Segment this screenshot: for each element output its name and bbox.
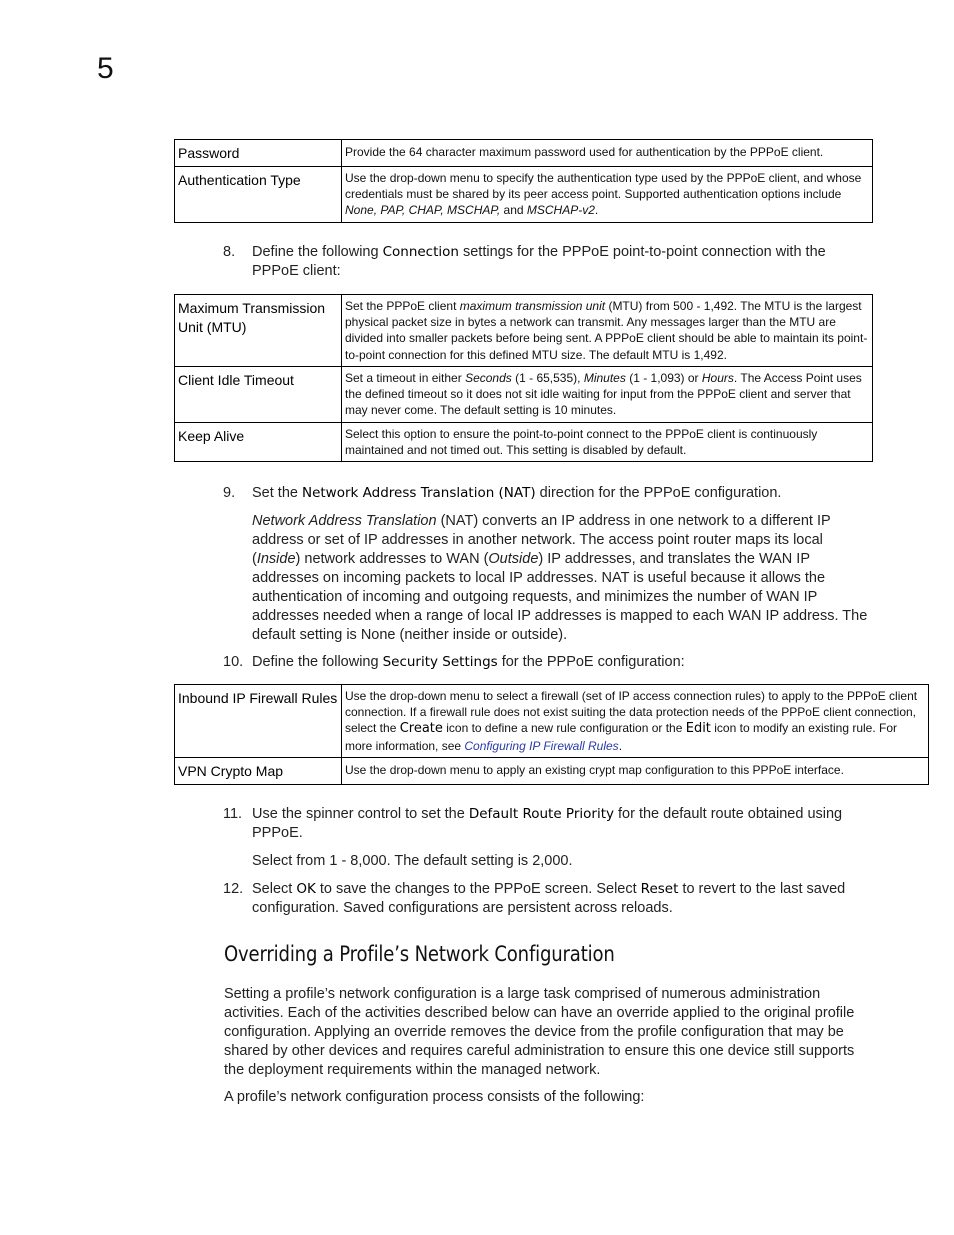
table-row [175, 422, 873, 461]
ui-term-connection: Connection [382, 244, 459, 260]
table-term: Inbound IP Firewall Rules [175, 685, 342, 758]
section-paragraph-1: Setting a profile’s network configuration is a large task comprised of numerous administration activities. Each of the activities described below can have an override applied to the original profile configuration. Applying an override removes the device from the profile configuration that may be shared by other devices and requires careful administration to ensure this one device still supports the deployment requirements within the managed network. [224, 986, 855, 1078]
ui-term-security-settings: Security Settings [382, 654, 498, 670]
section-paragraph-2: A profile’s network configuration process consists of the following: [224, 1089, 645, 1105]
nat-description: Network Address Translation (NAT) converts an IP address in one network to a different IP address or set of IP addresses in another network. The access point router maps its local (Inside) network addresses to WAN (Outside) IP addresses, and translates the WAN IP addresses on incoming packets to local IP addresses. NAT is useful because it allows the authentication of incoming and outgoing requests, and minimizes the number of WAN IP addresses needed when a range of local IP addresses is mapped to each WAN IP address. The default setting is None (neither inside or outside). [252, 513, 868, 643]
step-text: Use the spinner control to set the Default Route Priority for the default route obtained using PPPoE. [252, 806, 843, 841]
section-heading: Overriding a Profile’s Network Configuration [224, 942, 615, 966]
ui-term-default-route-priority: Default Route Priority [468, 806, 614, 822]
step-number: 11. [223, 806, 243, 822]
table-term: Keep Alive [175, 422, 342, 461]
table-term: VPN Crypto Map [175, 757, 342, 784]
table-desc: Use the drop-down menu to select a firewall (set of IP access connection rules) to apply to the PPPoE client connection. If a firewall rule does not exist suiting the data protection needs of the PPPoE client connection, select the Create icon to define a new rule configuration or the Edit icon to modify an existing rule. For more information, see Configuring IP Firewall Rules. [342, 685, 929, 758]
pppoe-connection-table [174, 294, 873, 462]
table-row [175, 685, 929, 758]
ui-term-edit: Edit [685, 721, 711, 737]
table-term: Client Idle Timeout [175, 367, 342, 423]
step-number: 12. [223, 881, 244, 897]
configuring-ip-firewall-rules-link[interactable]: Configuring IP Firewall Rules [464, 738, 619, 753]
ui-term-create: Create [399, 721, 443, 737]
step-number: 10. [223, 654, 244, 670]
table-term: Authentication Type [175, 167, 342, 223]
step-text: Define the following Connection settings for the PPPoE point-to-point connection with the PPPoE client: [252, 244, 826, 279]
table-desc: Use the drop-down menu to apply an existing crypt map configuration to this PPPoE interface. [342, 757, 929, 784]
table-row [175, 140, 873, 167]
ui-term-nat: Network Address Translation (NAT) [301, 485, 536, 501]
step-text: Define the following Security Settings for the PPPoE configuration: [252, 654, 685, 670]
table-desc: Use the drop-down menu to specify the authentication type used by the PPPoE client, and whose credentials must be shared by its peer access point. Supported authentication options include None, PAP, CHAP, MSCHAP, and MSCHAP-v2. [342, 167, 873, 223]
table-term: Maximum Transmission Unit (MTU) [175, 295, 342, 367]
table-term: Password [175, 140, 342, 167]
table-row [175, 367, 873, 423]
chapter-number: 5 [97, 52, 114, 85]
step-number: 9. [223, 485, 236, 501]
step-text: Set the Network Address Translation (NAT) direction for the PPPoE configuration. [252, 485, 782, 501]
table-desc: Set the PPPoE client maximum transmission unit (MTU) from 500 - 1,492. The MTU is the largest physical packet size in bytes a network can transmit. Any messages larger than the MTU are divided into smaller packets before being sent. A PPPoE client should be able to maintain its point-to-point connection for this defined MTU size. The default MTU is 1,492. [342, 295, 873, 367]
table-desc: Provide the 64 character maximum password used for authentication by the PPPoE client. [342, 140, 873, 167]
table-desc: Set a timeout in either Seconds (1 - 65,535), Minutes (1 - 1,093) or Hours. The Access Point uses the defined timeout so it does not sit idle waiting for input from the PPPoE client and server that may never come. The default setting is 10 minutes. [342, 367, 873, 423]
ui-term-ok: OK [296, 881, 316, 897]
table-row [175, 167, 873, 223]
table-row [175, 757, 929, 784]
table-desc: Select this option to ensure the point-to-point connect to the PPPoE client is continuously maintained and not timed out. This setting is disabled by default. [342, 422, 873, 461]
table-row [175, 295, 873, 367]
pppoe-security-table [174, 684, 929, 785]
ui-term-reset: Reset [640, 881, 679, 897]
pppoe-auth-table [174, 139, 873, 223]
step-number: 8. [223, 244, 236, 260]
step-11-detail: Select from 1 - 8,000. The default setting is 2,000. [252, 853, 573, 869]
step-text: Select OK to save the changes to the PPPoE screen. Select Reset to revert to the last saved configuration. Saved configurations are persistent across reloads. [252, 881, 846, 916]
